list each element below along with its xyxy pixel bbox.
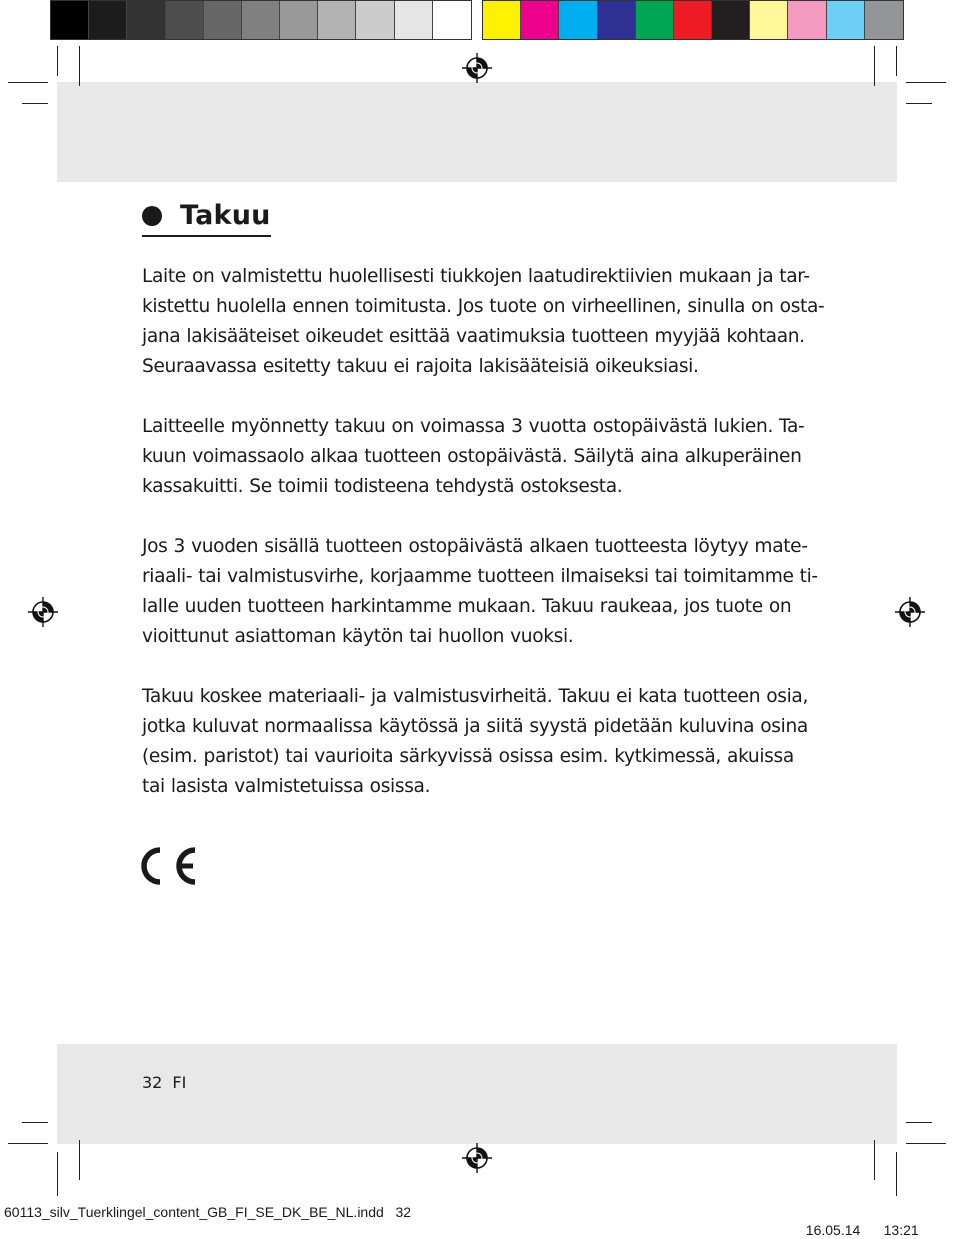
color-swatch [865,1,903,39]
paragraph [142,262,842,382]
registration-mark-icon [894,596,926,628]
crop-mark [906,103,932,104]
registration-mark-icon [461,52,493,84]
crop-mark [874,1140,875,1180]
color-swatch [483,1,521,39]
gray-swatch [318,1,356,39]
color-swatch [788,1,826,39]
paragraph-line: kuun voimassaolo alkaa tuotteen ostopäivästä. Säilytä aina alkuperäinen [142,446,802,467]
crop-mark [57,46,58,76]
crop-mark [896,1152,897,1196]
crop-mark [57,1152,58,1196]
process-color-bar [482,0,904,40]
crop-mark [22,1122,48,1123]
color-swatch [712,1,750,39]
crop-mark [906,1122,932,1123]
gray-swatch [242,1,280,39]
paragraph-line: (esim. paristot) tai vaurioita särkyvissä osissa esim. kytkimessä, akuissa [142,746,794,767]
paragraph-line: tai lasista valmistetuissa osissa. [142,776,431,797]
color-swatch [636,1,674,39]
paragraph-line: vioittunut asiattoman käytön tai huollon vuoksi. [142,626,574,647]
paragraph-line: Seuraavassa esitetty takuu ei rajoita lakisääteisiä oikeuksiasi. [142,356,699,377]
slug-file-name: 60113_silv_Tuerklingel_content_GB_FI_SE_DK_BE_NL.indd 32 [4,1204,412,1220]
section-title: Takuu [180,200,271,231]
gray-swatch [127,1,165,39]
color-swatch [521,1,559,39]
gray-swatch [166,1,204,39]
registration-mark-icon [27,596,59,628]
slug-timestamp [798,1203,919,1239]
paragraph-line: lalle uuden tuotteen harkintamme mukaan. Takuu raukeaa, jos tuote on [142,596,792,617]
gray-swatch [356,1,394,39]
color-swatch [559,1,597,39]
paragraph-line: riaali- tai valmistusvirhe, korjaamme tuotteen ilmaiseksi tai toimitamme ti- [142,566,818,587]
paragraph-line: Laitteelle myönnetty takuu on voimassa 3 vuotta ostopäivästä lukien. Ta- [142,416,805,437]
gray-swatch [51,1,89,39]
gray-swatch [395,1,433,39]
paragraph [142,412,842,502]
ce-mark-icon [141,846,199,886]
crop-mark [906,1143,946,1144]
color-swatch [750,1,788,39]
gray-swatch [280,1,318,39]
page-number-value: 32 [142,1073,163,1092]
paragraph-line: jotka kuluvat normaalissa käytössä ja siitä syystä pidetään kuluvina osina [142,716,808,737]
paragraph-line: Takuu koskee materiaali- ja valmistusvirheitä. Takuu ei kata tuotteen osia, [142,686,809,707]
crop-mark [22,103,48,104]
crop-mark [79,1140,80,1180]
slug-time: 13:21 [883,1222,919,1238]
gray-swatch [204,1,242,39]
paragraph-line: kassakuitti. Se toimii todisteena tehdystä ostoksesta. [142,476,623,497]
section-body [142,262,842,832]
paragraph-line: Jos 3 vuoden sisällä tuotteen ostopäivästä alkaen tuotteesta löytyy mate- [142,536,808,557]
crop-mark [874,46,875,86]
gray-swatch [89,1,127,39]
crop-mark [8,1143,48,1144]
gray-swatch [433,1,471,39]
paragraph [142,532,842,652]
registration-mark-icon [461,1142,493,1174]
color-swatch [674,1,712,39]
slug-date: 16.05.14 [805,1222,861,1238]
grayscale-color-bar [50,0,472,40]
bullet-icon [142,206,162,226]
crop-mark [896,46,897,76]
section-heading [142,199,271,237]
paragraph-line: kistettu huolella ennen toimitusta. Jos tuote on virheellinen, sinulla on osta- [142,296,825,317]
paragraph [142,682,842,802]
header-panel [57,82,897,182]
page-language: FI [172,1073,187,1092]
paragraph-line: Laite on valmistettu huolellisesti tiukkojen laatudirektiivien mukaan ja tar- [142,266,810,287]
crop-mark [79,46,80,86]
footer-panel [57,1044,897,1144]
page-number [142,1073,196,1093]
paragraph-line: jana lakisääteiset oikeudet esittää vaatimuksia tuotteen myyjää kohtaan. [142,326,805,347]
color-swatch [598,1,636,39]
crop-mark [906,82,946,83]
crop-mark [8,82,48,83]
color-swatch [827,1,865,39]
